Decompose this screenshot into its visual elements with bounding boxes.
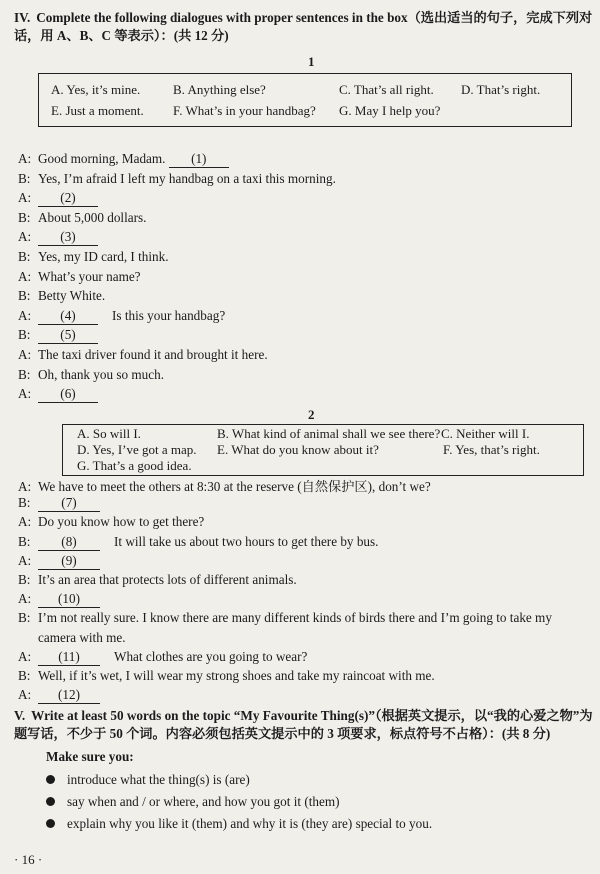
speaker-label: A: <box>18 151 32 166</box>
dialogue-line <box>18 229 98 246</box>
option-1-e: E. Just a moment. <box>51 103 144 118</box>
dialogue-text: Well, if it’s wet, I will wear my strong shoes and take my raincoat with me. <box>38 668 435 683</box>
dialogue-text: Yes, my ID card, I think. <box>38 249 169 264</box>
speaker-label: A: <box>18 347 32 362</box>
dialogue-text: Oh, thank you so much. <box>38 366 165 382</box>
dialogue-line <box>18 534 378 551</box>
speaker-label: B: <box>18 610 31 626</box>
speaker-label: B: <box>18 668 31 683</box>
dialogue-text: It will take us about two hours to get there by bus. <box>114 533 379 549</box>
speaker-label: A: <box>18 268 32 284</box>
dialogue-text: Good morning, Madam. <box>38 151 169 166</box>
answer-blank[interactable]: (11) <box>38 649 100 666</box>
dialogue-line <box>18 308 225 325</box>
option-1-c: C. That’s all right. <box>339 82 434 97</box>
speaker-label: A: <box>18 514 32 530</box>
dialogue-text: What clothes are you going to wear? <box>114 648 308 664</box>
answer-blank[interactable]: (5) <box>38 327 98 344</box>
dialogue-line <box>18 649 307 666</box>
dialogue-line <box>18 495 100 512</box>
bullet-dot-icon <box>46 775 55 784</box>
answer-blank[interactable]: (9) <box>38 553 100 570</box>
answer-blank[interactable]: (10) <box>38 591 100 608</box>
dialogue-line <box>18 572 297 588</box>
dialogue-line <box>18 190 98 207</box>
dialogue-line <box>18 249 169 265</box>
bullet-dot-icon <box>46 797 55 806</box>
speaker-label: A: <box>18 386 32 402</box>
dialogue-text: camera with me. <box>38 629 126 645</box>
option-2-g: G. That’s a good idea. <box>77 458 192 473</box>
dialogue-line <box>18 347 268 363</box>
part-2-options-box <box>62 424 584 476</box>
dialogue-line <box>18 610 552 626</box>
option-1-b: B. Anything else? <box>173 82 266 97</box>
speaker-label: A: <box>18 552 32 568</box>
option-1-d: D. That’s right. <box>461 82 541 97</box>
section-4-title: IV. Complete the following dialogues with proper sentences in the box（选出适当的句子，完成下列对话，用 A、B、C 等表示）：(共 12 分) <box>14 10 593 43</box>
speaker-label: B: <box>18 366 31 382</box>
dialogue-line <box>18 553 100 570</box>
option-2-a: A. So will I. <box>77 426 141 441</box>
answer-blank[interactable]: (7) <box>38 495 100 512</box>
option-2-c: C. Neither will I. <box>441 426 530 441</box>
answer-blank[interactable]: (12) <box>38 687 100 704</box>
answer-blank[interactable]: (2) <box>38 190 98 207</box>
dialogue-text: Do you know how to get there? <box>38 514 205 530</box>
answer-blank[interactable]: (4) <box>38 308 98 325</box>
dialogue-text: I’m not really sure. I know there are many different kinds of birds there and I’m going to take my <box>38 610 552 626</box>
speaker-label: B: <box>18 327 31 343</box>
dialogue-line <box>18 171 336 187</box>
answer-blank[interactable]: (6) <box>38 386 98 403</box>
dialogue-line <box>18 367 164 383</box>
answer-blank[interactable]: (1) <box>169 151 229 168</box>
speaker-label: A: <box>18 479 32 494</box>
section-5-title: V. Write at least 50 words on the topic “My Favourite Thing(s)”（根据英文提示，以“我的心爱之物”为题写话，不少于 50 个词。内容必须包括英文提示中的 3 项要求，标点符号不占格）：(共 8 分) <box>14 708 593 741</box>
dialogue-text: We have to meet the others at 8:30 at the reserve (自然保护区), don’t we? <box>38 479 431 494</box>
dialogue-line <box>18 151 229 168</box>
speaker-label: B: <box>18 495 31 511</box>
answer-blank[interactable]: (8) <box>38 534 100 551</box>
dialogue-line <box>18 687 100 704</box>
speaker-label: B: <box>18 170 31 186</box>
speaker-label: B: <box>18 288 31 304</box>
dialogue-line <box>18 514 204 530</box>
requirement-2: say when and / or where, and how you got it (them) <box>46 794 339 810</box>
answer-blank[interactable]: (3) <box>38 229 98 246</box>
bullet-dot-icon <box>46 819 55 828</box>
speaker-label: B: <box>18 572 31 587</box>
dialogue-text: About 5,000 dollars. <box>38 209 147 225</box>
speaker-label: B: <box>18 533 31 549</box>
page-number: · 16 · <box>14 852 43 867</box>
dialogue-text: Betty White. <box>38 288 106 304</box>
speaker-label: B: <box>18 209 31 225</box>
speaker-label: A: <box>18 591 32 607</box>
dialogue-line <box>18 288 105 304</box>
speaker-label: A: <box>18 190 32 206</box>
speaker-label: A: <box>18 307 32 323</box>
dialogue-line <box>18 327 98 344</box>
dialogue-text: The taxi driver found it and brought it here. <box>38 347 268 362</box>
option-1-g: G. May I help you? <box>339 103 441 118</box>
dialogue-line <box>18 668 435 684</box>
dialogue-line <box>18 591 100 608</box>
part-1-number: 1 <box>308 54 315 69</box>
dialogue-text: Is this your handbag? <box>112 307 226 323</box>
option-2-b: B. What kind of animal shall we see there? <box>217 426 441 441</box>
requirement-1: introduce what the thing(s) is (are) <box>46 772 250 788</box>
dialogue-text: It’s an area that protects lots of different animals. <box>38 572 297 587</box>
dialogue-text: What’s your name? <box>38 268 141 284</box>
dialogue-line <box>18 630 126 646</box>
part-1-options-box <box>38 73 572 127</box>
speaker-label: A: <box>18 687 32 703</box>
dialogue-line <box>18 476 431 495</box>
speaker-label: B: <box>18 249 31 264</box>
speaker-label: A: <box>18 648 32 664</box>
option-2-d: D. Yes, I’ve got a map. <box>77 442 197 457</box>
dialogue-line <box>18 386 98 403</box>
dialogue-line <box>18 269 141 285</box>
part-2-number: 2 <box>308 407 315 422</box>
option-2-e: E. What do you know about it? <box>217 442 379 457</box>
requirement-3: explain why you like it (them) and why it is (they are) special to you. <box>46 816 432 832</box>
option-1-f: F. What’s in your handbag? <box>173 103 316 118</box>
dialogue-text: Yes, I’m afraid I left my handbag on a taxi this morning. <box>38 170 336 186</box>
dialogue-line <box>18 210 146 226</box>
speaker-label: A: <box>18 229 32 245</box>
option-2-f: F. Yes, that’s right. <box>443 442 540 457</box>
option-1-a: A. Yes, it’s mine. <box>51 82 141 97</box>
make-sure-heading: Make sure you: <box>46 749 134 764</box>
